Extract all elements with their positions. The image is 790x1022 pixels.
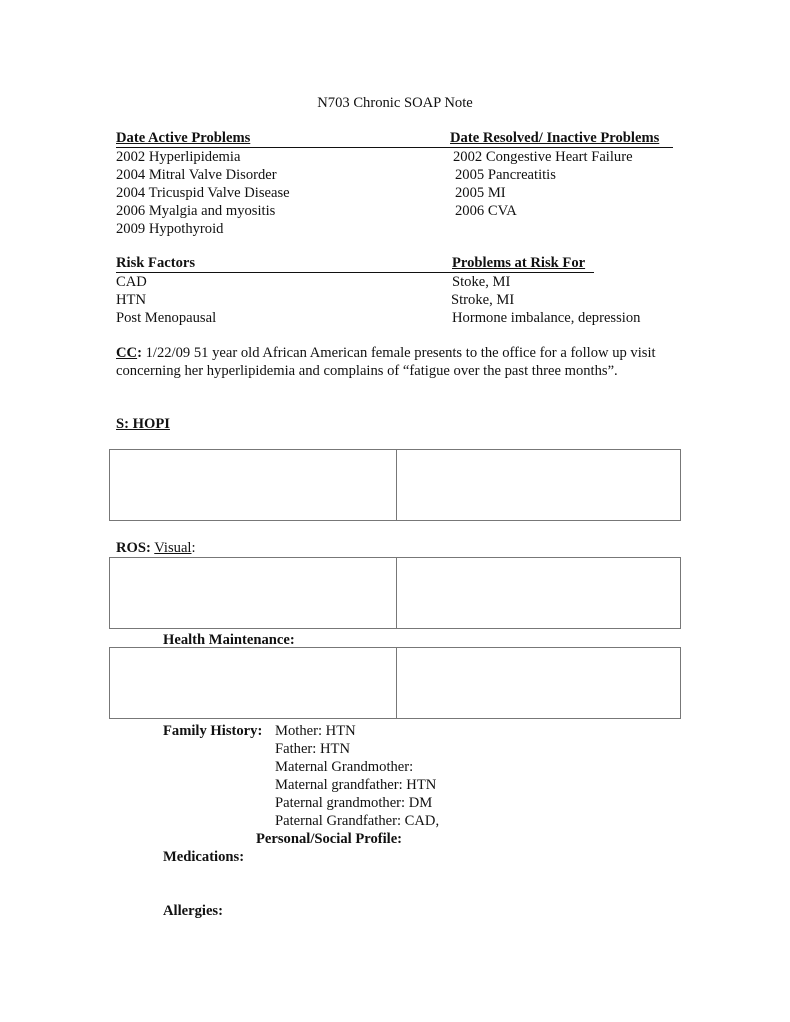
medications-heading: Medications:: [163, 849, 245, 865]
allergies-heading: Allergies:: [163, 903, 223, 919]
resolved-problem-item: 2005 Pancreatitis: [455, 167, 556, 183]
at-risk-item: Stroke, MI: [451, 292, 515, 308]
risk-factors-list: [116, 273, 216, 327]
at-risk-item: Hormone imbalance, depression: [452, 310, 641, 326]
active-problem-item: 2009 Hypothyroid: [116, 221, 224, 237]
health-maintenance-cell-right[interactable]: [396, 648, 680, 718]
problems-at-risk-list: [451, 273, 640, 327]
ros-cell-left[interactable]: [110, 558, 396, 628]
active-problems-list: [116, 148, 290, 238]
page-title: N703 Chronic SOAP Note: [317, 95, 473, 111]
resolved-problem-item: 2006 CVA: [455, 203, 517, 219]
hopi-cell-left[interactable]: [110, 450, 396, 520]
resolved-problem-item: 2005 MI: [455, 185, 506, 201]
family-history-item: Maternal Grandmother:: [275, 759, 414, 775]
risk-header-row: [116, 254, 594, 273]
chief-complaint: [116, 344, 676, 380]
hopi-heading: S: HOPI: [116, 416, 170, 432]
risk-factors-header: Risk Factors: [116, 255, 196, 271]
family-history-label: Family History:: [163, 723, 263, 739]
cc-label: CC: [116, 345, 138, 361]
health-maintenance-table: [109, 647, 681, 719]
health-maintenance-cell-left[interactable]: [110, 648, 396, 718]
hopi-table: [109, 449, 681, 521]
ros-label: ROS:: [116, 540, 151, 556]
risk-factor-item: Post Menopausal: [116, 310, 217, 326]
ros-cell-right[interactable]: [396, 558, 680, 628]
family-history-list: [275, 722, 439, 830]
active-problem-item: 2004 Tricuspid Valve Disease: [116, 185, 290, 201]
problems-header-row: [116, 129, 673, 148]
personal-social-heading: Personal/Social Profile:: [256, 831, 403, 847]
risk-factor-item: HTN: [116, 292, 146, 308]
cc-text: 1/22/09 51 year old African American female presents to the office for a follow up visit concerning her hyperlipidemia and complains of “fatigue over the past three months”.: [116, 345, 656, 379]
ros-table: [109, 557, 681, 629]
family-history-item: Paternal Grandfather: CAD,: [275, 813, 440, 829]
at-risk-item: Stoke, MI: [452, 274, 511, 290]
health-maintenance-heading: Health Maintenance:: [163, 632, 295, 648]
resolved-problems-list: [453, 148, 633, 220]
risk-factor-item: CAD: [116, 274, 147, 290]
problems-at-risk-header: Problems at Risk For: [452, 255, 586, 271]
resolved-problem-item: 2002 Congestive Heart Failure: [453, 149, 633, 165]
active-problem-item: 2002 Hyperlipidemia: [116, 149, 241, 165]
family-history-item: Maternal grandfather: HTN: [275, 777, 437, 793]
family-history-item: Paternal grandmother: DM: [275, 795, 433, 811]
family-history-item: Mother: HTN: [275, 723, 356, 739]
ros-colon: :: [191, 540, 196, 556]
active-problem-item: 2006 Myalgia and myositis: [116, 203, 276, 219]
ros-heading: [116, 539, 196, 557]
ros-visual-label: Visual: [154, 540, 192, 556]
hopi-cell-right[interactable]: [396, 450, 680, 520]
active-problem-item: 2004 Mitral Valve Disorder: [116, 167, 277, 183]
resolved-problems-header: Date Resolved/ Inactive Problems: [450, 130, 660, 146]
cc-colon: :: [137, 345, 142, 361]
family-history-item: Father: HTN: [275, 741, 350, 757]
active-problems-header: Date Active Problems: [116, 130, 251, 146]
